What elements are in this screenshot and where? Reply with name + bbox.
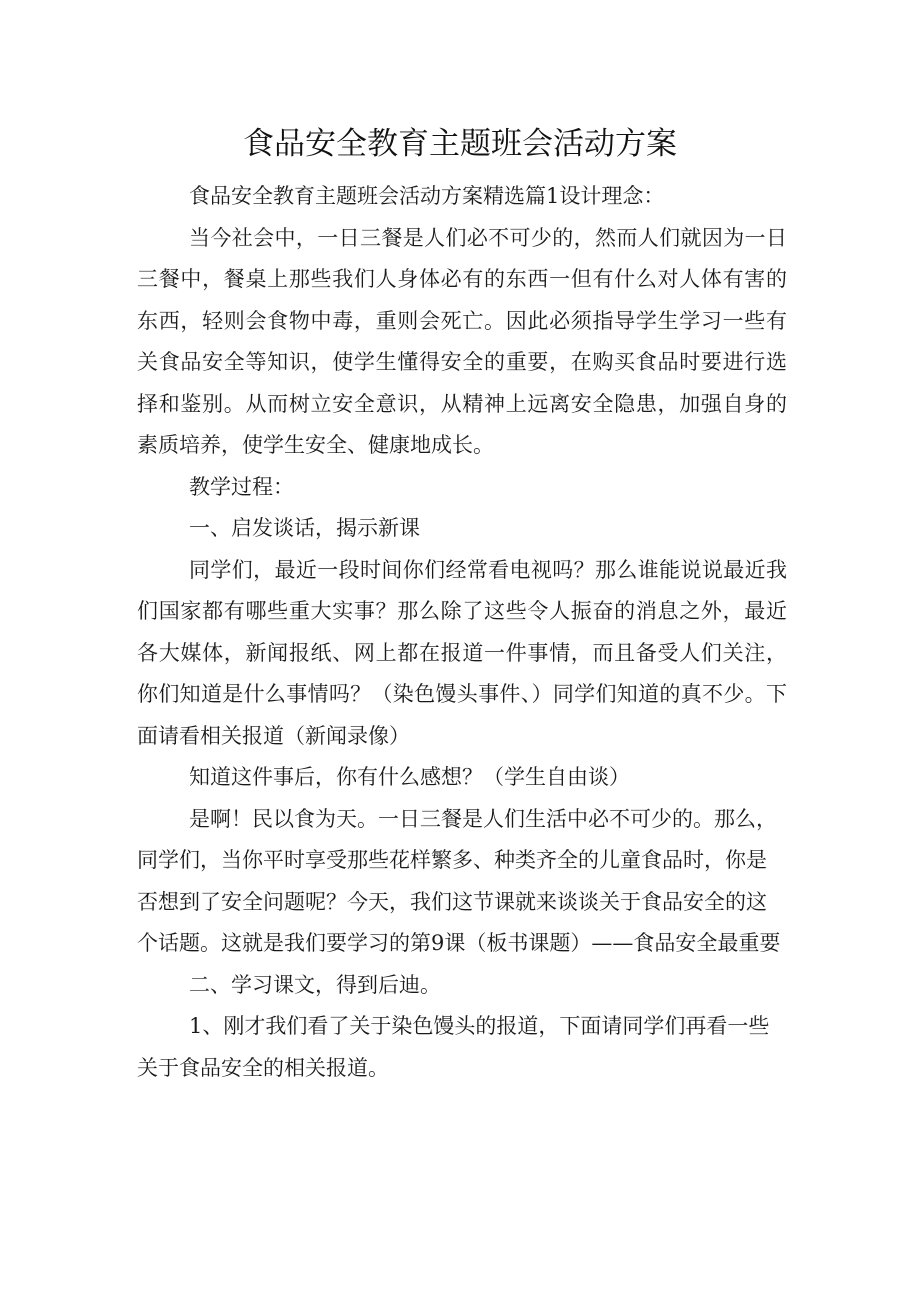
document-title: 食品安全教育主题班会活动方案 [243, 126, 677, 162]
section-heading-2: 二、学习课文，得到后迪。 [189, 972, 441, 997]
paragraph-intro: 食品安全教育主题班会活动方案精选篇1设计理念： [189, 184, 665, 208]
paragraph-news-discussion: 同学们，最近一段时间你们经常看电视吗？那么谁能说说最近我们国家都有哪些重大实事？那么除了这些令人振奋的消息之外，最近各大媒体，新闻报纸、网上都在报道一件事情，而且备受人们关注，你们知道是什么事情吗？（染色馒头事件、）同学们知道的真不少。下面请看相关报道（新闻录像） [137, 557, 787, 748]
document-body [137, 176, 787, 1089]
paragraph-design-concept: 当今社会中，一日三餐是人们必不可少的，然而人们就因为一日三餐中，餐桌上那些我们人身体必有的东西一但有什么对人体有害的东西，轻则会食物中毒，重则会死亡。因此必须指导学生学习一些有关食品安全等知识，使学生懂得安全的重要，在购买食品时要进行选择和鉴别。从而树立安全意识，从精神上远离安全隐患，加强自身的素质培养，使学生安全、健康地成长。 [137, 225, 787, 457]
paragraph-feelings: 知道这件事后，你有什么感想？（学生自由谈） [189, 765, 630, 789]
paragraph-food-safety-topic: 是啊！民以食为天。一日三餐是人们生活中必不可少的。那么，同学们，当你平时享受那些花样繁多、种类齐全的儿童食品时，你是否想到了安全问题呢？今天，我们这节课就来谈谈关于食品安全的这个话题。这就是我们要学习的第9课（板书课题）——食品安全最重要 [137, 806, 781, 955]
paragraph-related-reports: 1、刚才我们看了关于染色馒头的报道，下面请同学们再看一些关于食品安全的相关报道。 [137, 1014, 770, 1080]
paragraph-teaching-process: 教学过程： [189, 474, 294, 499]
section-heading-1: 一、启发谈话，揭示新课 [189, 516, 420, 540]
